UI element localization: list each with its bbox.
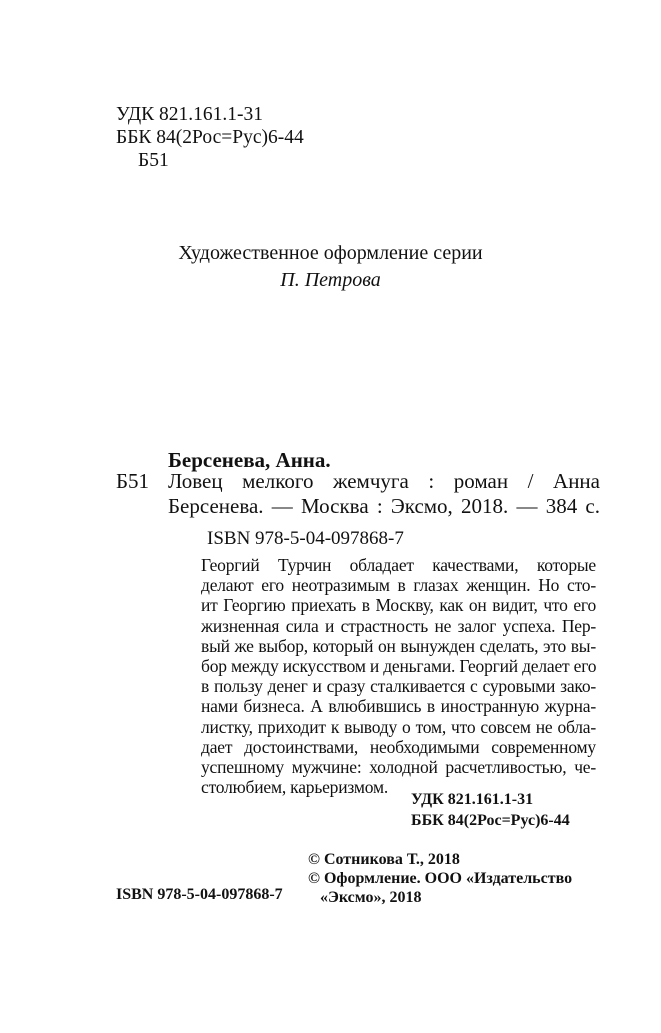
isbn-bottom: ISBN 978-5-04-097868-7	[116, 886, 283, 903]
series-design-label: Художественное оформление серии	[178, 242, 483, 264]
author-mark: Б51	[138, 150, 169, 171]
annotation-line: успешному мужчине: холодной расчетливостью, че-	[201, 757, 596, 778]
annotation-line: бор между искусством и деньгами. Георгий делает его	[201, 656, 597, 677]
annotation-line: Георгий Турчин обладает качествами, которые	[201, 555, 596, 575]
annotation-line: вый же выбор, который он вынужден сделать, это вы-	[201, 635, 596, 656]
bbk-code: ББК 84(2Рос=Рус)6-44	[116, 127, 304, 148]
annotation-line: столюбием, карьеризмом.	[201, 777, 388, 798]
copyright-block	[308, 850, 572, 907]
annotation	[201, 555, 596, 797]
bib-line: Ловец мелкого жемчуга : роман / Анна	[168, 469, 600, 493]
udk-code: УДК 821.161.1-31	[116, 104, 264, 125]
catalog-isbn: ISBN 978-5-04-097868-7	[207, 528, 404, 549]
top-classification-codes	[116, 103, 304, 172]
bbk-code-bottom: ББК 84(2Рос=Рус)6-44	[411, 812, 570, 829]
bibliographic-description	[168, 469, 600, 519]
annotation-line: листку, приходит к выводу о том, что совсем не обла-	[201, 716, 596, 737]
series-design-credit	[0, 240, 661, 294]
copyright-design-cont: «Эксмо», 2018	[320, 889, 422, 906]
catalog-author-heading: Берсенева, Анна.	[168, 448, 331, 472]
annotation-line: делают его неотразимым в глазах женщин. Но сто-	[201, 575, 596, 596]
annotation-line: нами бизнеса. А влюбившись в иностранную журна-	[201, 696, 596, 717]
series-designer-name: П. Петрова	[280, 269, 381, 291]
annotation-line: в пользу денег и сразу сталкивается с суровыми зако-	[201, 676, 596, 697]
catalog-author-mark: Б51	[116, 469, 150, 493]
annotation-line: дает достоинствами, необходимыми современному	[201, 736, 596, 757]
bottom-classification-codes	[411, 789, 570, 831]
bib-line: Берсенева. — Москва : Эксмо, 2018. — 384 с.	[168, 494, 600, 518]
copyright-design: © Оформление. ООО «Издательство	[308, 870, 573, 887]
annotation-line: ит Георгию приехать в Москву, как он видит, что его	[201, 595, 596, 616]
udk-code-bottom: УДК 821.161.1-31	[411, 791, 534, 808]
annotation-line: жизненная сила и страстность не залог успеха. Пер-	[201, 615, 596, 636]
copyright-author: © Сотникова Т., 2018	[308, 851, 460, 868]
